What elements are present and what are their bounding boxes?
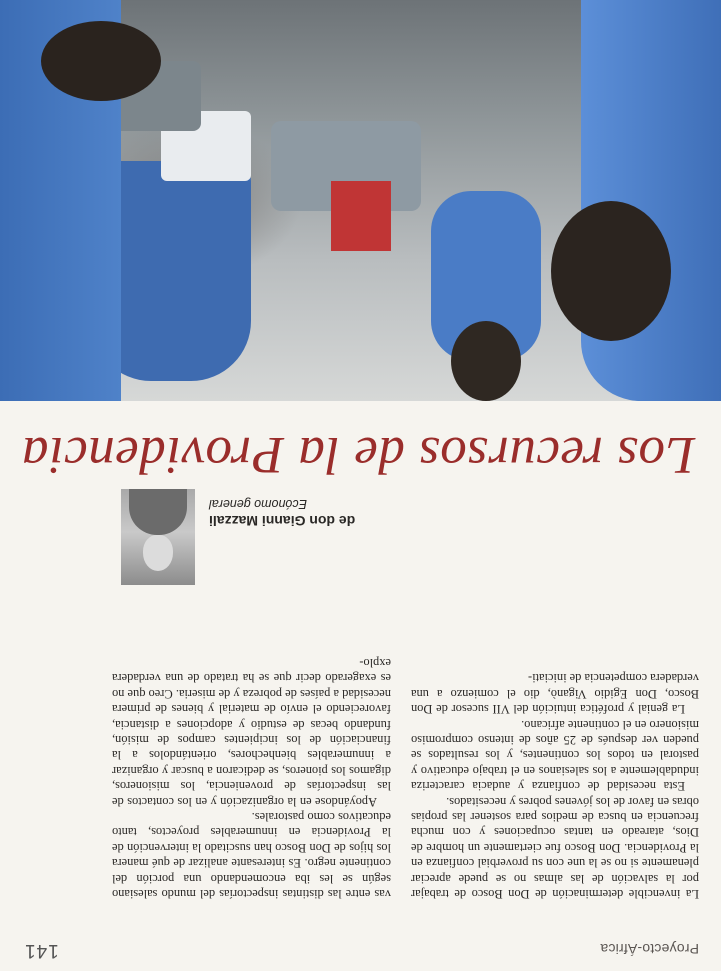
article-title: Los recursos de la Providencia — [21, 426, 695, 484]
paragraph: Apoyándose en la organización y en los contactos de las inspectorías de proveniencia, los misioneros, digamos los pioneros, se dedicaron a buscar y organizar a innumerables bienhechores, orientándolos a la financiación de los incipientes campos de misión, fundando becas de estudio y adopciones a distancia, favoreciendo el envío de material y bienes de primera necesidad a países de pobreza y de miseria. Creo que no es exagerado decir que se ha tratado de una verdadera explo- — [112, 655, 391, 809]
author-portrait — [121, 489, 195, 585]
author-name: de don Gianni Mazzali — [209, 513, 356, 529]
text-column-2 — [112, 655, 391, 902]
paragraph: vas entre las distintas inspectorías del mundo salesiano según se les iba encomendando una porción del continente negro. Es interesante analizar de qué manera los hijos de Don Bosco han suscitado la intervención de la Providencia en innumerables proyectos, tanto educativos como pastorales. — [112, 809, 391, 901]
paragraph: La invencible determinación de Don Bosco de trabajar por la salvación de las almas no se puede apreciar plenamente si no se la une con su proverbial confianza en la Providencia. Don Bosco fue ciertamente un hombre de Dios, atareado en tantas ocupaciones y con mucha frecuencia en busca de medios para sostener las propias obras en favor de los jóvenes pobres y necesitados. — [411, 794, 699, 901]
workshop-photo — [0, 0, 721, 401]
page-number: 141 — [24, 940, 59, 961]
paragraph: La genial y profética intuición del VII sucesor de Don Bosco, Don Egidio Viganò, dio el comienzo a una verdadera competencia de iniciati- — [411, 671, 699, 717]
text-column-1 — [411, 670, 699, 901]
paragraph: Esta necesidad de confianza y audacia caracteriza indudablemente a los salesianos en el trabajo educativo y pastoral en todos los continentes, y los resultados se pueden ver después de 25 años de intenso compromiso misionero en el continente africano. — [411, 717, 699, 794]
author-role: Ecónomo general — [209, 497, 307, 511]
author-block — [121, 489, 391, 585]
section-header: Proyecto-África — [600, 941, 699, 957]
